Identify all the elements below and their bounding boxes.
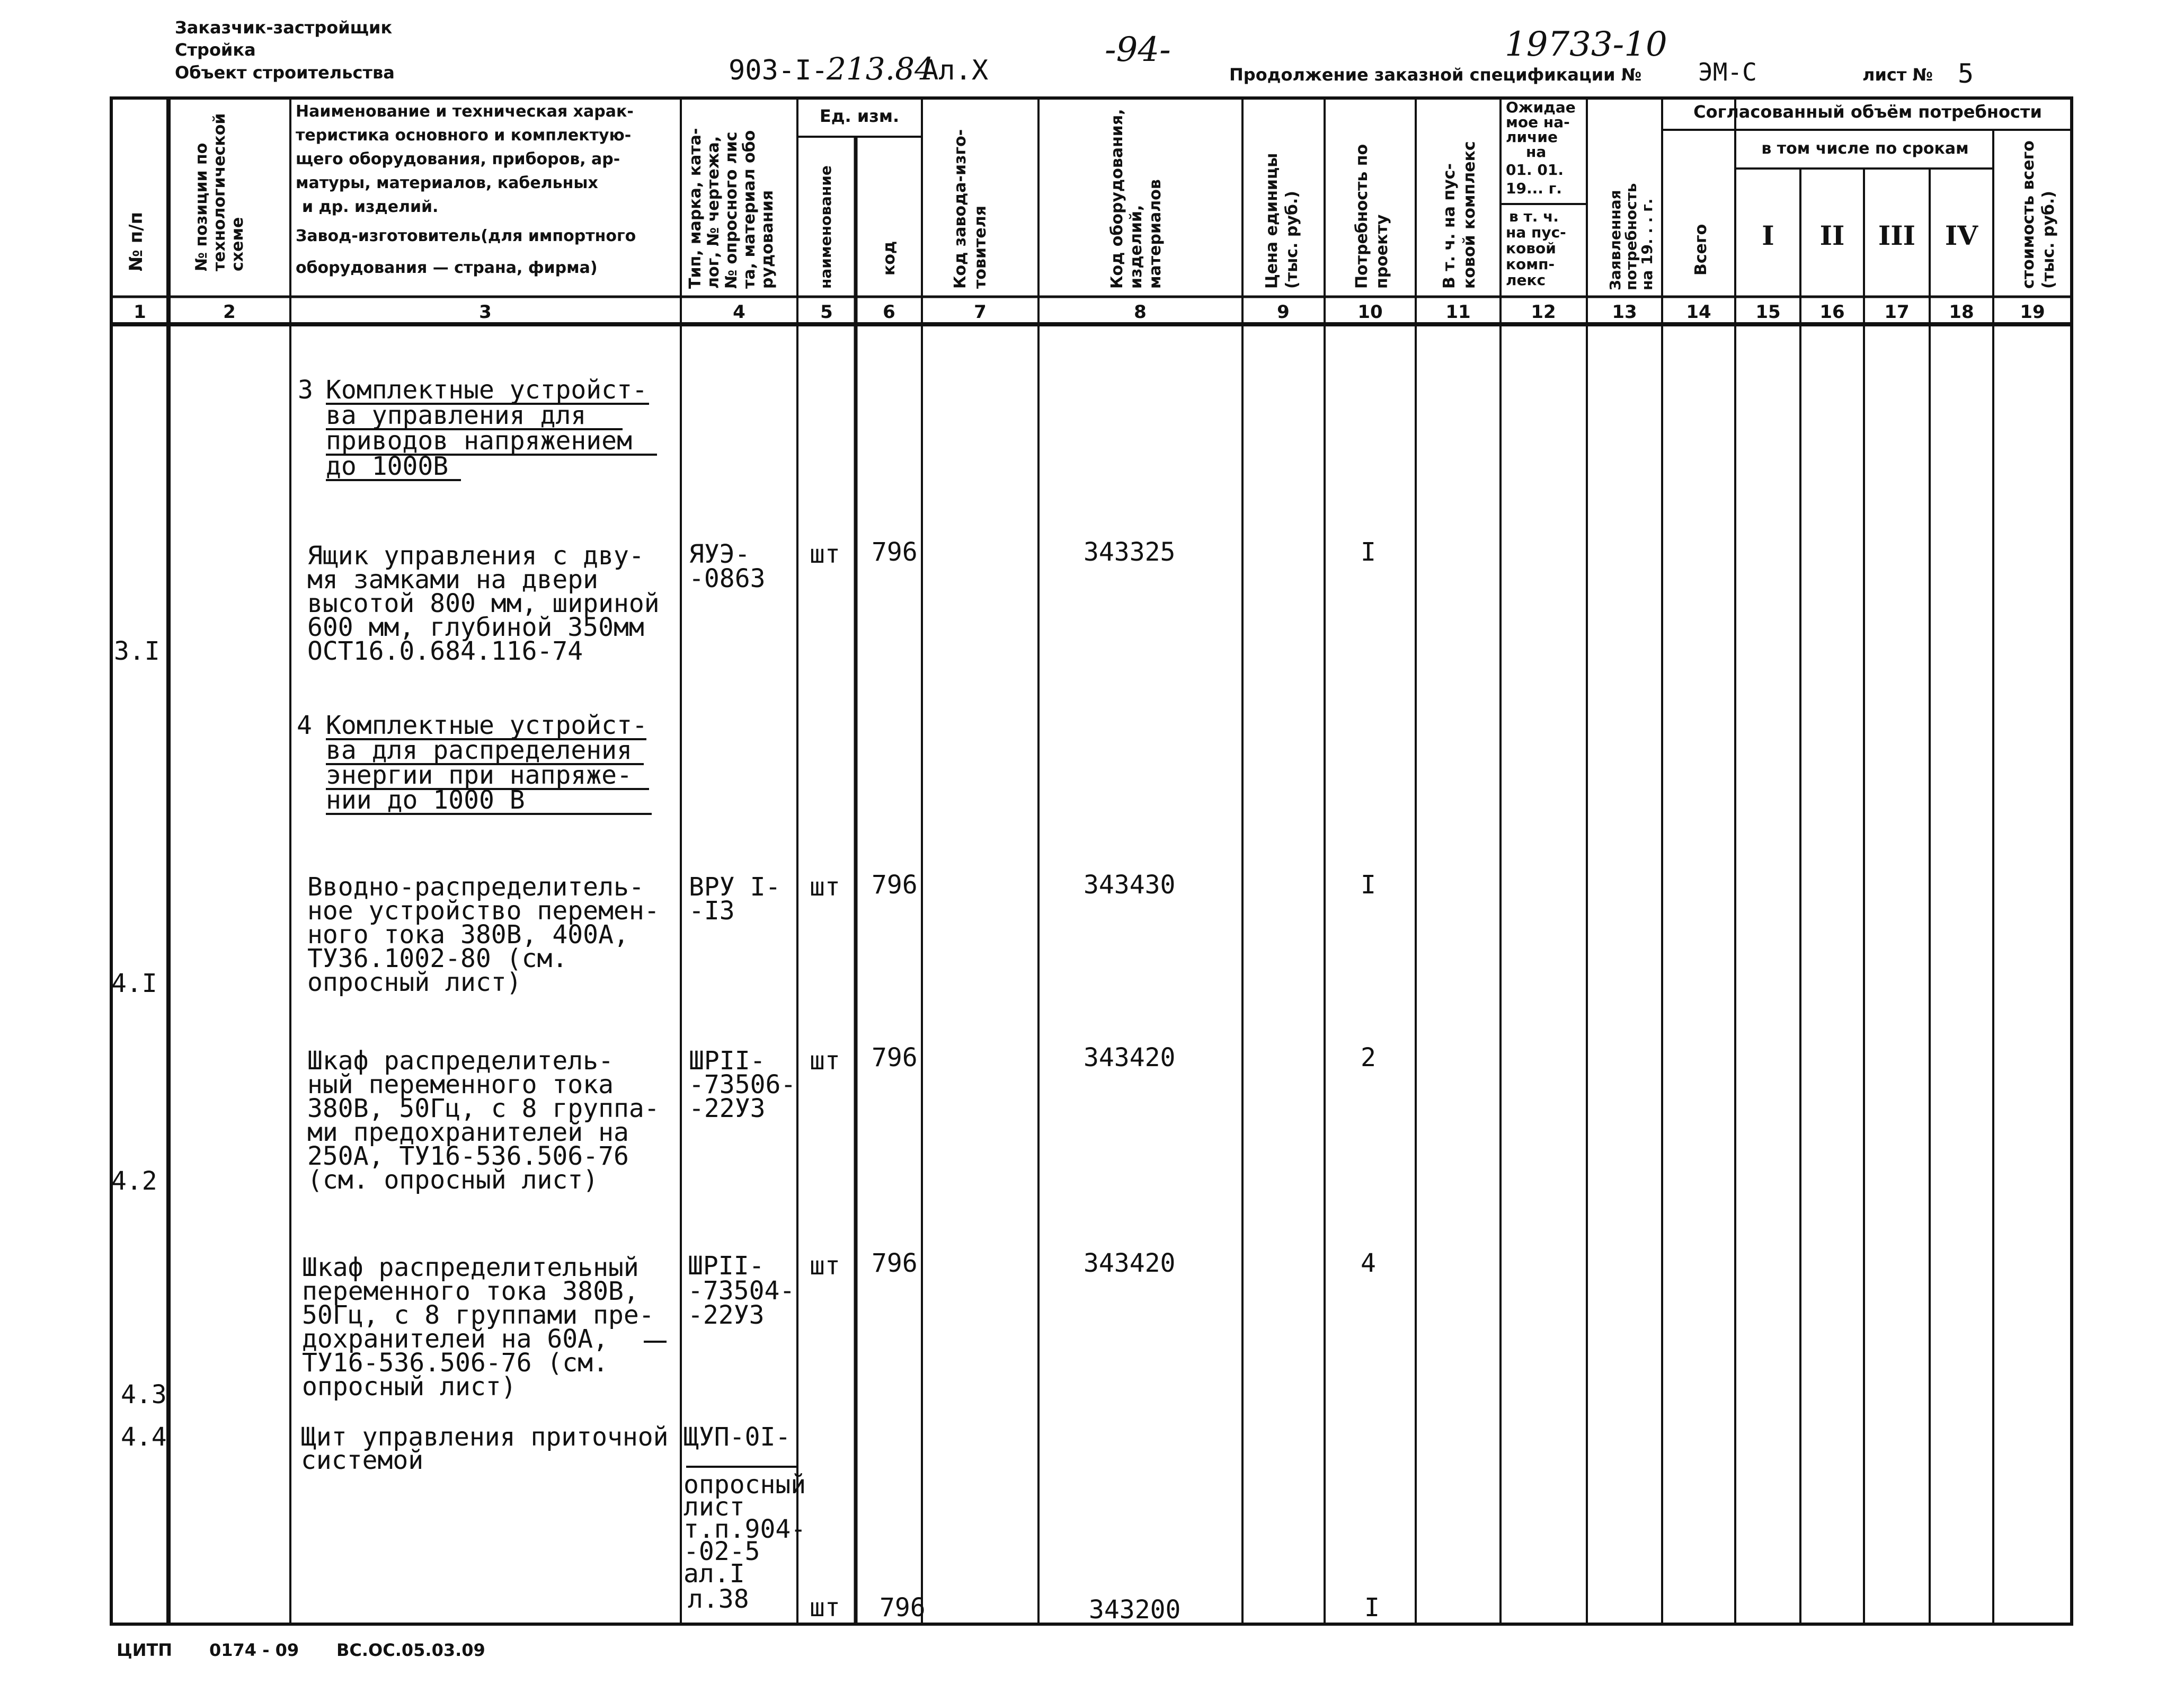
- rotated-header-line: Цена единицы: [1263, 153, 1281, 289]
- row-position: 4.3: [121, 1380, 167, 1410]
- column-number: 15: [1755, 302, 1781, 323]
- row-position: 4.2: [111, 1166, 157, 1196]
- header-line: 01. 01.: [1506, 161, 1564, 179]
- row-type: ШРII-: [688, 1251, 765, 1281]
- header-line: мое на-: [1506, 113, 1570, 131]
- column-number: 10: [1357, 302, 1383, 323]
- rotated-header-line: схеме: [228, 217, 247, 271]
- title-block: [175, 17, 1974, 89]
- row-description-line: Шкаф распределительный: [302, 1253, 639, 1282]
- row-quantity: I: [1364, 1593, 1380, 1623]
- section-title-line: ва управления для: [326, 401, 587, 430]
- row-unit: шт: [810, 1593, 840, 1623]
- row-unit-code: 796: [872, 1248, 918, 1278]
- column-number: 6: [883, 302, 895, 323]
- header-line: личие: [1506, 128, 1558, 146]
- row-description-line: ное устройство перемен-: [307, 896, 660, 926]
- section-title-line: нии до 1000 В: [326, 785, 525, 815]
- column-numbers-row: [134, 302, 2045, 323]
- row-quantity: 2: [1361, 1043, 1376, 1073]
- row-type: ЩУП-0I-: [683, 1422, 791, 1452]
- section-title-line: до 1000В: [326, 451, 449, 481]
- row-description-line: Ящик управления с дву-: [307, 541, 644, 571]
- header-col-12a: [1506, 99, 1576, 197]
- rotated-header-line: Заявленная: [1606, 190, 1624, 290]
- header-line: и др. изделий.: [302, 198, 439, 216]
- table-row: [111, 870, 1376, 998]
- row-type: -22У3: [688, 1300, 765, 1330]
- rotated-header-line: материалов: [1146, 179, 1165, 289]
- rotated-header-line: Код завода-изго-: [951, 129, 970, 289]
- term-4-header: IV: [1945, 220, 1978, 251]
- row-equipment-code: 343325: [1084, 537, 1176, 567]
- rotated-header-line: рудования: [758, 190, 777, 289]
- section-title-line: приводов напряжением: [326, 426, 632, 456]
- row-type: ЯУЭ-: [689, 539, 750, 569]
- row-type: л.38: [688, 1584, 749, 1614]
- header-line: щего оборудования, приборов, ар-: [296, 150, 620, 169]
- row-description-line: дохранителей на 60А,: [302, 1324, 608, 1354]
- term-headers: [1762, 220, 1978, 251]
- object-label: Объект строительства: [175, 63, 395, 83]
- site-label: Стройка: [175, 40, 256, 60]
- rotated-header-line: ковой комплекс: [1460, 141, 1479, 289]
- row-type: ВРУ I-: [689, 872, 781, 902]
- section-4-heading: [297, 711, 652, 815]
- column-number: 18: [1949, 302, 1974, 323]
- rotated-header-line: Потребность по: [1353, 144, 1371, 289]
- rotated-header-line: на 19. . . г.: [1638, 198, 1656, 290]
- footer-code: ВС.ОС.05.03.09: [336, 1640, 485, 1660]
- column-number: 7: [974, 302, 987, 323]
- rotated-header-line: код: [880, 241, 899, 276]
- footer: [117, 1640, 485, 1660]
- header-col-3: [296, 102, 636, 277]
- rotated-header-line: Всего: [1692, 224, 1710, 276]
- row-description-line: Шкаф распределитель-: [307, 1046, 614, 1076]
- spec-number: ЭМ-С: [1698, 58, 1757, 86]
- rotated-header-line: товителя: [971, 206, 990, 289]
- rotated-header-line: наименование: [817, 165, 834, 289]
- column-number: 5: [820, 302, 833, 323]
- row-description-line: системой: [301, 1446, 424, 1475]
- row-description-line: ТУ36.1002-80 (см.: [307, 944, 568, 973]
- row-description-line: ного тока 380В, 400А,: [307, 920, 629, 950]
- header-line: на пус-: [1506, 224, 1566, 241]
- row-quantity: I: [1361, 537, 1376, 567]
- row-equipment-code: 343200: [1089, 1595, 1181, 1625]
- page-number-handwritten: -94-: [1105, 30, 1171, 69]
- header-line: в т. ч.: [1509, 208, 1559, 225]
- row-type: опросный: [683, 1470, 806, 1500]
- row-position: 3.I: [114, 636, 160, 666]
- section-number: 3: [298, 375, 313, 405]
- column-number: 12: [1531, 302, 1556, 323]
- column-number: 17: [1884, 302, 1910, 323]
- row-description-line: ОСТ16.0.684.116-74: [307, 636, 583, 666]
- row-quantity: 4: [1361, 1248, 1376, 1278]
- table-body: [111, 375, 1380, 1625]
- header-line: теристика основного и комплектую-: [296, 126, 632, 145]
- row-equipment-code: 343420: [1084, 1248, 1176, 1278]
- section-3-heading: [298, 375, 657, 481]
- term-1-header: I: [1762, 220, 1774, 251]
- column-number: 2: [223, 302, 236, 323]
- project-code-handwritten: 213.84: [827, 51, 934, 87]
- section-title-line: Комплектные устройст-: [326, 375, 647, 405]
- row-description-line: Щит управления приточной: [301, 1422, 669, 1452]
- row-description-line: ми предохранителей на: [307, 1118, 629, 1147]
- column-number: 19: [2020, 302, 2045, 323]
- row-description-line: ный переменного тока: [307, 1070, 614, 1100]
- row-equipment-code: 343420: [1084, 1043, 1176, 1073]
- header-line: 19... г.: [1506, 180, 1562, 197]
- row-unit: шт: [810, 539, 840, 569]
- rotated-header-line: В т. ч. на пус-: [1440, 163, 1459, 289]
- rotated-header-line: стоимость всего: [2019, 140, 2038, 289]
- rotated-header-line: (тыс. руб.): [2039, 191, 2058, 289]
- column-number: 14: [1686, 302, 1711, 323]
- row-description-line: опросный лист): [307, 968, 522, 997]
- row-unit-code: 796: [872, 870, 918, 900]
- rotated-header-line: № опросного лис: [722, 131, 741, 289]
- rotated-header-line: изделий,: [1127, 205, 1146, 289]
- table-row: [114, 537, 1376, 666]
- column-number: 11: [1445, 302, 1471, 323]
- row-unit: шт: [810, 1046, 840, 1076]
- project-code: 903-I-: [729, 55, 828, 86]
- terms-header: в том числе по срокам: [1761, 139, 1969, 158]
- row-type: лист: [683, 1492, 745, 1522]
- row-description-line: опросный лист): [302, 1372, 517, 1402]
- rotated-header-line: проекту: [1373, 214, 1391, 289]
- row-type: -I3: [689, 896, 735, 926]
- agreed-volume-header: Согласованный объём потребности: [1693, 102, 2042, 122]
- column-number: 16: [1819, 302, 1845, 323]
- header-line: на: [1526, 143, 1547, 161]
- header-line: ковой: [1506, 240, 1556, 257]
- document-number-handwritten: 19733-10: [1505, 25, 1667, 64]
- row-description-line: 50Гц, с 8 группами пре-: [302, 1300, 654, 1330]
- album-number: Ал.X: [922, 55, 989, 86]
- continuation-label: Продолжение заказной спецификации №: [1229, 65, 1642, 85]
- row-unit-code: 796: [880, 1593, 926, 1623]
- row-unit-code: 796: [872, 537, 918, 567]
- rotated-header-line: лог, № чертежа,: [704, 136, 723, 289]
- customer-label: Заказчик-застройщик: [175, 17, 393, 38]
- sheet-label: лист №: [1862, 65, 1933, 85]
- table-row: [111, 1043, 1376, 1196]
- column-headers: [126, 99, 2058, 290]
- section-title-line: энергии при напряже-: [326, 760, 632, 790]
- units-header: Ед. изм.: [819, 106, 900, 126]
- rotated-header-line: потребность: [1622, 183, 1640, 290]
- term-2-header: II: [1819, 220, 1845, 251]
- rotated-header-line: (тыс. руб.): [1283, 191, 1301, 289]
- row-description-line: Вводно-распределитель-: [307, 872, 644, 902]
- row-quantity: I: [1361, 870, 1376, 900]
- row-type: -73506-: [689, 1070, 796, 1100]
- rotated-header-line: № позиции по: [192, 143, 211, 271]
- row-description-line: высотой 800 мм, шириной: [307, 589, 660, 618]
- row-description-line: мя замками на двери: [307, 565, 599, 595]
- rotated-header-line: технологической: [210, 113, 229, 271]
- section-number: 4: [297, 711, 312, 740]
- column-number: 1: [134, 302, 146, 323]
- header-col-12b: [1506, 208, 1566, 289]
- row-unit-code: 796: [872, 1043, 918, 1073]
- row-type: -02-5: [683, 1537, 760, 1566]
- term-3-header: III: [1878, 220, 1916, 251]
- row-description-line: 380В, 50Гц, с 8 группа-: [307, 1094, 660, 1123]
- section-title-line: Комплектные устройст-: [326, 711, 647, 740]
- column-number: 13: [1612, 302, 1637, 323]
- row-position: 4.I: [111, 969, 157, 998]
- footer-order: 0174 - 09: [209, 1640, 299, 1660]
- row-unit: шт: [810, 1251, 840, 1281]
- rotated-header-line: № п/п: [126, 211, 147, 271]
- column-number: 3: [479, 302, 492, 323]
- header-line: матуры, материалов, кабельных: [296, 174, 598, 192]
- header-line: Ожидае: [1506, 99, 1576, 116]
- footer-org: ЦИТП: [117, 1640, 173, 1660]
- row-type: -22У3: [689, 1094, 766, 1123]
- header-line: оборудования — страна, фирма): [296, 259, 598, 277]
- rotated-header-line: Тип, марка, ката-: [686, 128, 705, 289]
- header-line: Наименование и техническая харак-: [296, 102, 634, 121]
- row-description-line: (см. опросный лист): [307, 1165, 599, 1195]
- section-title-line: ва для распределения: [326, 735, 632, 765]
- row-description-line: 600 мм, глубиной 350мм: [307, 613, 644, 642]
- row-description-line: переменного тока 380В,: [302, 1277, 639, 1306]
- row-type: -73504-: [688, 1276, 795, 1306]
- column-number: 8: [1134, 302, 1147, 323]
- row-position: 4.4: [121, 1422, 167, 1452]
- row-unit: шт: [810, 872, 840, 902]
- column-number: 9: [1277, 302, 1290, 323]
- table-row: [121, 1248, 1376, 1410]
- rotated-header-line: та, материал обо: [740, 130, 759, 289]
- header-line: лекс: [1506, 271, 1546, 289]
- column-number: 4: [733, 302, 745, 323]
- row-type: т.п.904-: [683, 1514, 806, 1544]
- header-line: комп-: [1506, 255, 1555, 273]
- row-type: ал.I: [683, 1559, 745, 1589]
- header-line: Завод-изготовитель(для импортного: [296, 227, 636, 245]
- row-description-line: ТУ16-536.506-76 (см.: [302, 1348, 608, 1378]
- rotated-header-line: Код оборудования,: [1108, 109, 1126, 289]
- table-row: [121, 1422, 1380, 1625]
- sheet-number: 5: [1958, 58, 1974, 89]
- row-type: ШРII-: [689, 1046, 766, 1076]
- row-description-line: 250А, ТУ16-536.506-76: [307, 1141, 629, 1171]
- row-equipment-code: 343430: [1084, 870, 1176, 900]
- row-type: -0863: [689, 564, 766, 593]
